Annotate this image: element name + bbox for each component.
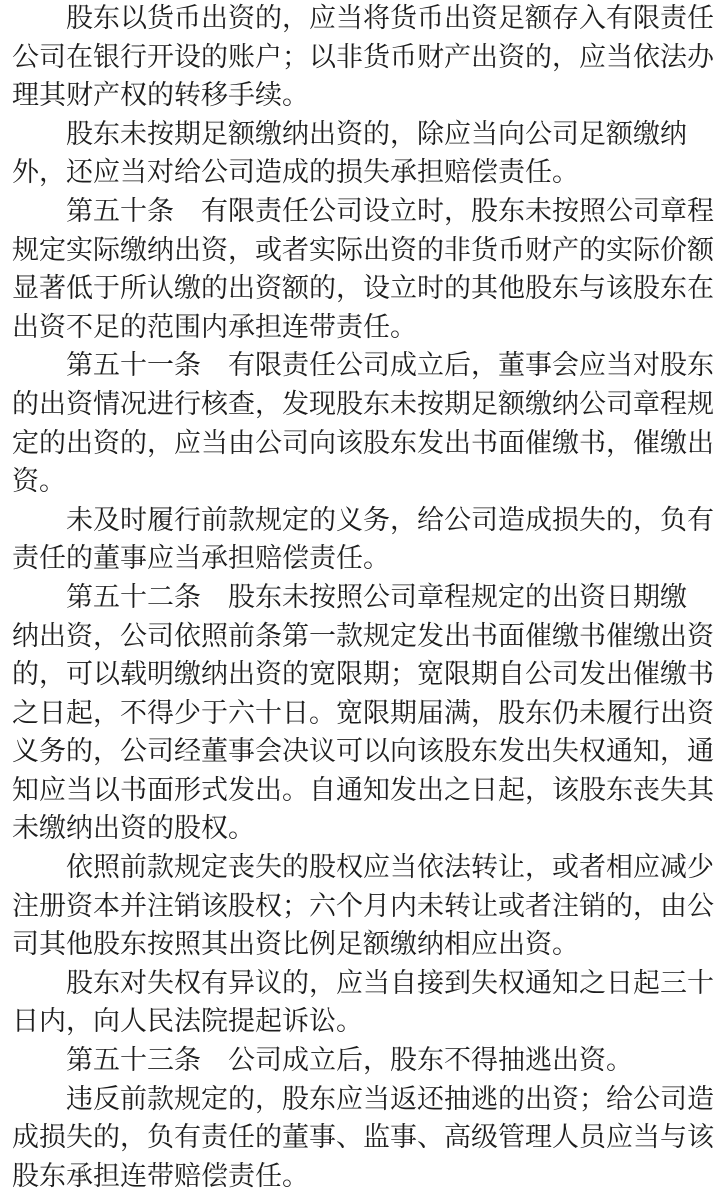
text-line: 第五十一条 有限责任公司成立后，董事会应当对股东 <box>66 350 714 382</box>
text-line: 出资不足的范围内承担连带责任。 <box>12 311 417 343</box>
text-line: 第五十二条 股东未按照公司章程规定的出资日期缴 <box>66 581 687 613</box>
text-line: 司其他股东按照其出资比例足额缴纳相应出资。 <box>12 929 579 961</box>
text-line: 理其财产权的转移手续。 <box>12 80 309 112</box>
text-line: 纳出资，公司依照前条第一款规定发出书面催缴书催缴出资 <box>12 620 714 652</box>
paragraph <box>12 965 714 1042</box>
text-line: 的，可以载明缴纳出资的宽限期；宽限期自公司发出催缴书 <box>12 659 714 691</box>
text-line: 的出资情况进行核查，发现股东未按期足额缴纳公司章程规 <box>12 388 714 420</box>
text-line: 资。 <box>12 466 66 498</box>
text-line: 公司在银行开设的账户；以非货币财产出资的，应当依法办 <box>12 41 714 73</box>
text-line: 第五十三条 公司成立后，股东不得抽逃出资。 <box>66 1045 633 1077</box>
text-line: 未及时履行前款规定的义务，给公司造成损失的，负有 <box>66 504 714 536</box>
paragraph <box>12 502 714 579</box>
text-line: 规定实际缴纳出资，或者实际出资的非货币财产的实际价额 <box>12 234 714 266</box>
article-51 <box>12 347 714 501</box>
paragraph <box>12 849 714 965</box>
text-line: 股东承担连带赔偿责任。 <box>12 1160 309 1192</box>
paragraph <box>12 1081 714 1196</box>
text-line: 显著低于所认缴的出资额的，设立时的其他股东与该股东在 <box>12 273 714 305</box>
text-line: 违反前款规定的，股东应当返还抽逃的出资；给公司造 <box>66 1083 714 1115</box>
text-line: 依照前款规定丧失的股权应当依法转让，或者相应减少 <box>66 852 714 884</box>
text-line: 义务的，公司经董事会决议可以向该股东发出失权通知，通 <box>12 736 714 768</box>
text-line: 之日起，不得少于六十日。宽限期届满，股东仍未履行出资 <box>12 697 714 729</box>
text-line: 成损失的，负有责任的董事、监事、高级管理人员应当与该 <box>12 1122 714 1154</box>
text-line: 知应当以书面形式发出。自通知发出之日起，该股东丧失其 <box>12 774 714 806</box>
text-line: 未缴纳出资的股权。 <box>12 813 255 845</box>
text-line: 第五十条 有限责任公司设立时，股东未按照公司章程 <box>66 195 714 227</box>
paragraph <box>12 116 687 193</box>
text-line: 责任的董事应当承担赔偿责任。 <box>12 543 390 575</box>
text-line: 外，还应当对给公司造成的损失承担赔偿责任。 <box>12 157 579 189</box>
article-50 <box>12 193 714 347</box>
article-52 <box>12 579 714 849</box>
text-line: 定的出资的，应当由公司向该股东发出书面催缴书，催缴出 <box>12 427 714 459</box>
paragraph <box>12 0 714 116</box>
text-line: 股东未按期足额缴纳出资的，除应当向公司足额缴纳 <box>66 118 687 150</box>
text-line: 注册资本并注销该股权；六个月内未转让或者注销的，由公 <box>12 890 714 922</box>
text-line: 日内，向人民法院提起诉讼。 <box>12 1006 363 1038</box>
text-line: 股东以货币出资的，应当将货币出资足额存入有限责任 <box>66 3 714 34</box>
article-53 <box>12 1042 634 1081</box>
text-line: 股东对失权有异议的，应当自接到失权通知之日起三十 <box>66 967 714 999</box>
